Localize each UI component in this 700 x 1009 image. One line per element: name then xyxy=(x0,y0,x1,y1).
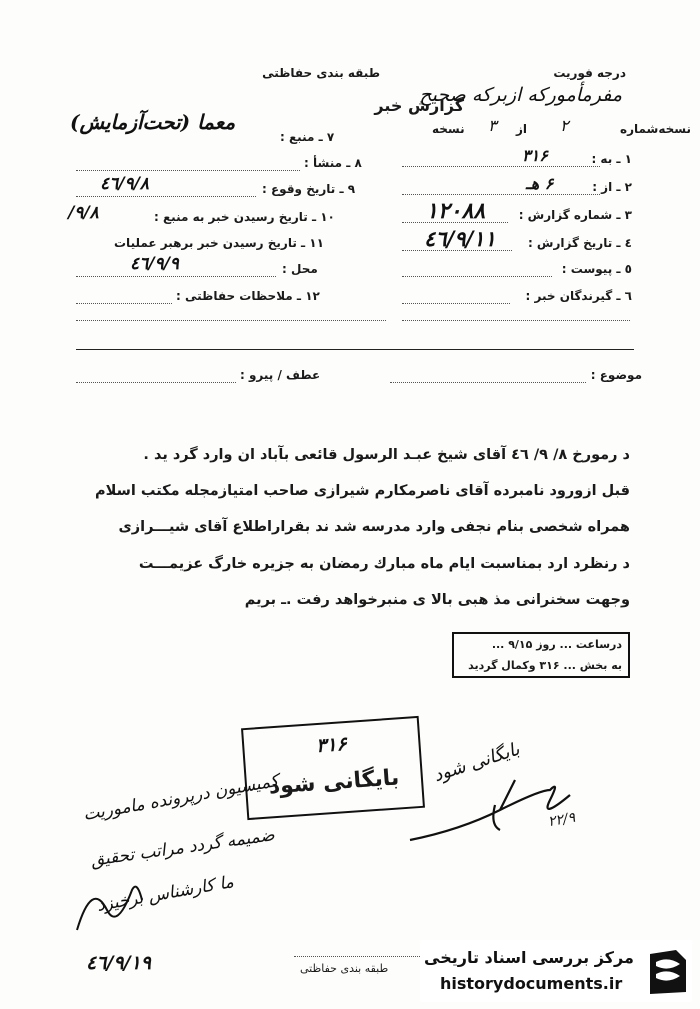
handwritten-top-note: مفرمأمورکه ازبرکه صحیح xyxy=(419,84,622,106)
body-line-1: د رمورخ ۸/ ۹/ ٤٦ آقای شیخ عبـد الرسول قائعی بآباد ان وارد گرد ید . xyxy=(143,447,630,463)
footer-website: historydocuments.ir xyxy=(440,974,623,993)
field-from-label: ۲ ـ از : xyxy=(592,180,632,194)
footer-classification-label: طبقه بندی حفاظتی xyxy=(300,962,389,975)
copy-from-label: از xyxy=(516,122,528,136)
header-divider xyxy=(76,349,634,350)
body-line-3: همراه شخصی بنام نجفی وارد مدرسه شد ند بقراراطلاع آقای شیـــرازی xyxy=(118,519,630,535)
field-occurrence-date-value: ٤٦/٩/٨ xyxy=(100,174,149,194)
field-occurrence-date-label: ۹ ـ تاریخ وقوع : xyxy=(262,182,356,196)
footer-center-name: مرکز بررسی اسناد تاریخی xyxy=(424,948,634,967)
classification-label: طبقه بندی حفاظتی xyxy=(262,66,380,80)
report-title: گزارش خبر xyxy=(374,96,464,115)
footer-logo-block xyxy=(420,940,692,1002)
field-report-date-value: ٤٦/٩/١١ xyxy=(424,226,496,251)
field-report-number-value: ۱۲۰۸۸ xyxy=(426,198,486,224)
left-note-date: ٤٦/٩/١٩ xyxy=(86,952,151,974)
copy-handwritten-2: ۳ xyxy=(488,116,497,135)
field-to-value: ۳۱۶ xyxy=(522,146,548,165)
field-source-label: ۷ ـ منبع : xyxy=(280,130,335,144)
receipt-stamp-line1: درساعت ... روز ۹/۱۵ ... xyxy=(491,638,622,651)
field-source-received-value: ٩/٨/ xyxy=(68,203,99,223)
field-source-value: معما (تحت‌آزمایش) xyxy=(70,110,236,134)
urgency-label: درجه فوریت xyxy=(553,66,626,80)
body-line-4: د رنظرد ارد بمناسبت ایام ماه مبارك رمضان به جزیره خارگ عزیمـــت xyxy=(138,556,630,572)
field-recipients-label: ٦ ـ گیرندگان خبر : xyxy=(525,289,632,303)
archive-stamp-text: بایگانی شود xyxy=(267,765,401,800)
body-line-5: وجهت سخنرانی مذ هبی بالا ی منبرخواهد رفت .ـ بریم xyxy=(244,592,630,608)
receipt-stamp xyxy=(452,632,630,678)
copy-handwritten-1: ۲ xyxy=(560,116,569,135)
signature-date: ۲۲/۹ xyxy=(546,809,577,831)
archive-stamp-number: ۳۱۶ xyxy=(315,733,348,758)
reference-label: عطف / پیرو : xyxy=(240,368,321,382)
copy-number-label: نسخه‌شماره xyxy=(620,122,691,136)
receipt-stamp-line2: به بخش ... ۳۱۶ وکمال گردید xyxy=(468,659,622,672)
field-report-date-label: ٤ ـ تاریخ گزارش : xyxy=(527,236,632,250)
field-to-label: ۱ ـ به : xyxy=(591,152,632,166)
field-attachment-label: ٥ ـ پیوست : xyxy=(561,262,632,276)
left-note-signature-icon xyxy=(72,870,152,940)
left-note-line2: ضمیمه گردد مراتب تحقیق xyxy=(89,825,276,871)
field-place-label: محل : xyxy=(282,262,318,276)
field-security-notes-label: ۱۲ ـ ملاحظات حفاظتی : xyxy=(176,289,320,303)
copy-label: نسخه xyxy=(432,122,465,136)
left-note-line1: کمیسیون درپرونده ماموریت xyxy=(81,770,281,826)
document-logo-icon xyxy=(646,948,690,996)
field-report-number-label: ۳ ـ شماره گزارش : xyxy=(518,208,632,222)
subject-label: موضوع : xyxy=(590,368,642,382)
field-from-value: ۶ هـ xyxy=(526,174,554,193)
handwritten-archive-note: بایگانی شود xyxy=(430,738,523,787)
left-note-line3: ما کارشناس برخیزد xyxy=(95,872,236,916)
field-operations-received-label: ۱۱ ـ تاریخ رسیدن خبر برهبر عملیات xyxy=(114,236,324,250)
body-line-2: قبل ازورود نامبرده آقای ناصرمکارم شیرازی صاحب امتیازمجله مکتب اسلام xyxy=(95,483,630,499)
field-origin-label: ۸ ـ منشأ : xyxy=(304,156,362,170)
field-source-received-label: ۱۰ ـ تاریخ رسیدن خبر به منبع : xyxy=(154,210,335,224)
field-place-value: ٤٦/٩/٩ xyxy=(130,254,179,274)
archive-stamp xyxy=(241,716,425,820)
